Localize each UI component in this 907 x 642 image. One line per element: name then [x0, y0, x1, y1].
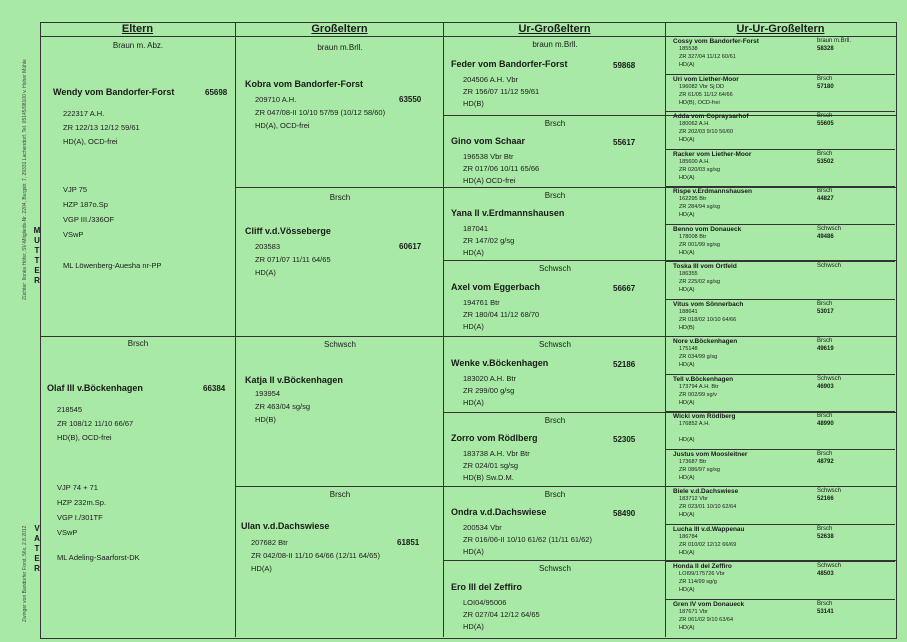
- great-great-grandparent-cell: Justus vom Moosleitner Brsch 48792 173687 Btr ZR 086/97 sg/sg HD(A): [673, 451, 834, 481]
- mother-vswp: VSwP: [63, 230, 84, 239]
- grandparent-cell: braun m.Brll. Kobra vom Bandorfer-Forst 63550 209710 A.H. ZR 047/08-II 10/10 57/59 (10/12 58/60) HD(A), OCD-frei: [245, 43, 422, 130]
- great-grandparent-cell: Brsch Ondra v.d.Dachswiese 58490 200534 Vbr ZR 016/06-II 10/10 61/62 (11/11 61/62) HD(A): [451, 490, 636, 556]
- grandparent-name: Kobra vom Bandorfer-Forst: [245, 79, 364, 89]
- grandparent-name: Katja II v.Böckenhagen: [245, 375, 343, 385]
- great-grandparent-name: Yana II v.Erdmannshausen: [451, 208, 565, 218]
- great-great-grandparent-name: Biele v.d.Dachswiese: [673, 488, 739, 495]
- great-grandparent-name: Gino vom Schaar: [451, 136, 526, 146]
- kennel-text: Zwinger von Bandorfer Forst, 56x, 2.8.2012: [22, 525, 28, 622]
- grandparent-cell: Brsch Ulan v.d.Dachswiese 61851 207682 Btr ZR 042/08-II 11/10 64/66 (12/11 64/65) HD(A): [241, 490, 420, 573]
- header-ur-grosseltern: Ur-Großeltern: [518, 23, 591, 35]
- great-grandparent-cell: Schwsch Axel vom Eggerbach 56667 194761 Btr ZR 180/04 11/12 68/70 HD(A): [451, 264, 636, 331]
- great-great-grandparent-name: Gren IV vom Donaueck: [673, 601, 745, 608]
- grandparent-cell: Brsch Cliff v.d.Vösseberge 60617 203583 ZR 071/07 11/11 64/65 HD(A): [245, 193, 422, 277]
- mother-color: Braun m. Abz.: [112, 41, 164, 50]
- breeder-text: Züchter: Ilonka Höfer, SV-Mitglieds-Nr. 2204, Burgstr. 7, 29331 Lachendorf, Tel. 05145/98100 v. Hoher Mühle: [22, 59, 28, 300]
- great-great-grandparent-cell: Uri vom Liether-Moor Brsch 57180 196082 Vbr Sj DD ZR 61/05 11/12 64/66 HD(B), OCD-frei: [673, 76, 834, 106]
- great-grandparent-cell: braun m.Brll. Feder vom Bandorfer-Forst 59868 204506 A.H. Vbr ZR 156/07 11/12 59/61 HD(B): [451, 40, 636, 108]
- father-hd: HD(B), OCD-frei: [57, 433, 112, 442]
- mother-reg: 222317 A.H.: [63, 109, 105, 118]
- mutter-label: M U T T E R: [33, 226, 41, 285]
- father-hzp: HZP 232m.Sp.: [57, 498, 107, 507]
- father-vjp: VJP 74 + 71: [57, 483, 98, 492]
- great-great-grandparent-name: Tell v.Böckenhagen: [673, 376, 734, 383]
- great-grandparent-name: Wenke v.Böckenhagen: [451, 358, 549, 368]
- great-great-grandparent-name: Vitus vom Sönnerbach: [673, 301, 744, 308]
- great-great-grandparent-cell: Honda II del Zeffiro Schwsch 48503 LOI99/175726 Vbr ZR 114/99 sg/g HD(A): [673, 563, 842, 593]
- father-number: 66384: [203, 384, 226, 393]
- great-grandparent-name: Feder vom Bandorfer-Forst: [451, 59, 568, 69]
- great-grandparent-cell: Brsch Zorro vom Rödlberg 52305 183738 A.H. Vbr Btr ZR 024/01 sg/sg HD(B) Sw.D.M.: [451, 416, 636, 482]
- great-great-grandparent-cell: Nore v.Böckenhagen Brsch 49619 175148 ZR 034/99 g/sg HD(A): [673, 338, 834, 368]
- mother-cell: [41, 37, 235, 335]
- great-great-grandparent-cell: Cossy vom Bandorfer-Forst braun m.Brll. 58328 185538 ZR 327/04 11/12 60/61 HD(A): [673, 38, 852, 68]
- great-great-grandparent-name: Benno vom Donaueck: [673, 226, 742, 233]
- great-great-grandparent-cell: Adda vom Copraysarhof Brsch 55605 180062 A.H. ZR 202/03 9/10 56/60 HD(A): [673, 113, 834, 143]
- father-vswp: VSwP: [57, 528, 78, 537]
- great-grandparent-cell: Schwsch Ero III del Zeffiro LOI04/95006 ZR 027/04 12/12 64/65 HD(A): [451, 564, 571, 631]
- father-cell: [41, 337, 235, 637]
- mother-number: 65698: [205, 88, 228, 97]
- great-grandparent-name: Ero III del Zeffiro: [451, 582, 523, 592]
- great-great-grandparent-name: Rispe v.Erdmannshausen: [673, 188, 752, 195]
- great-great-grandparent-cell: Biele v.d.Dachswiese Schwsch 52166 183712 Vbr ZR 023/01 10/10 62/64 HD(A): [673, 488, 842, 518]
- great-great-grandparent-name: Lucha III v.d.Wappenau: [673, 526, 745, 533]
- vater-label: V A T E R: [34, 524, 40, 573]
- great-grandparent-name: Zorro vom Rödlberg: [451, 433, 538, 443]
- great-great-grandparent-name: Honda II del Zeffiro: [673, 563, 732, 570]
- great-great-grandparent-cell: Gren IV vom Donaueck Brsch 53141 187671 Vbr ZR 061/02 9/10 63/64 HD(A): [673, 601, 834, 631]
- great-great-grandparent-cell: Rispe v.Erdmannshausen Brsch 44827 162295 Btr ZR 284/94 sg/sg HD(A): [673, 188, 834, 218]
- great-great-grandparent-cell: Tell v.Böckenhagen Schwsch 46903 173794 A.H. Btr ZR 002/99 sg/v HD(A): [673, 376, 842, 406]
- great-grandparent-cell: Brsch Gino vom Schaar 55617 196538 Vbr Btr ZR 017/06 10/11 65/66 HD(A) OCD-frei: [451, 119, 636, 185]
- grandparent-name: Ulan v.d.Dachswiese: [241, 521, 330, 531]
- great-grandparent-name: Axel vom Eggerbach: [451, 282, 541, 292]
- great-great-grandparent-cell: Vitus vom Sönnerbach Brsch 53017 188641 ZR 018/02 10/10 64/66 HD(B): [673, 301, 834, 331]
- grandparent-cell: Schwsch Katja II v.Böckenhagen 193954 ZR 463/04 sg/sg HD(B): [245, 340, 356, 424]
- great-grandparent-cell: Brsch Yana II v.Erdmannshausen 187041 ZR 147/02 g/sg HD(A): [451, 191, 566, 257]
- great-grandparent-name: Ondra v.d.Dachswiese: [451, 507, 547, 517]
- great-great-grandparent-cell: Benno vom Donaueck Schwsch 49486 178008 Btr ZR 001/99 sg/sg HD(A): [673, 226, 842, 256]
- great-great-grandparent-name: Uri vom Liether-Moor: [673, 76, 739, 83]
- father-color: Brsch: [127, 339, 149, 348]
- mother-name: Wendy vom Bandorfer-Forst: [53, 87, 175, 97]
- great-great-grandparent-name: Cossy vom Bandorfer-Forst: [673, 38, 759, 45]
- mother-ml: ML Löwenberg-Auesha nr-PP: [63, 261, 162, 270]
- header-urur-grosseltern: Ur-Ur-Großeltern: [736, 23, 825, 35]
- father-reg: 218545: [57, 405, 83, 414]
- header-eltern: Eltern: [121, 23, 154, 35]
- side-strip: [0, 0, 41, 642]
- great-great-grandparent-name: Justus vom Moosleitner: [673, 451, 748, 458]
- grandparent-name: Cliff v.d.Vösseberge: [245, 226, 331, 236]
- father-zr: ZR 108/12 11/10 66/67: [57, 419, 134, 428]
- great-great-grandparent-cell: Wicki vom Rödlberg Brsch 48990 176852 A.H. HD(A): [673, 413, 834, 443]
- father-name: Olaf III v.Böckenhagen: [47, 383, 143, 393]
- header-grosseltern: Großeltern: [311, 23, 368, 35]
- great-grandparent-cell: Schwsch Wenke v.Böckenhagen 52186 183020 A.H. Btr ZR 299/00 g/sg HD(A): [451, 340, 636, 407]
- mother-vgp: VGP III./336OF: [63, 215, 115, 224]
- mother-hd: HD(A), OCD-frei: [63, 137, 118, 146]
- mother-hzp: HZP 187o.Sp: [63, 200, 108, 209]
- father-ml: ML Adeling-Saarforst-DK: [57, 553, 140, 562]
- great-great-grandparent-name: Adda vom Copraysarhof: [673, 113, 749, 120]
- great-great-grandparent-cell: Lucha III v.d.Wappenau Brsch 52638 186784 ZR 010/02 12/12 66/69 HD(A): [673, 526, 834, 556]
- great-great-grandparent-cell: Racker vom Liether-Moor Brsch 53502 185600 A.H. ZR 020/03 sg/sg HD(A): [673, 151, 834, 181]
- mother-vjp: VJP 75: [63, 185, 88, 194]
- great-great-grandparent-name: Toska III vom Ortfeld: [673, 263, 737, 270]
- mother-zr: ZR 122/13 12/12 59/61: [63, 123, 140, 132]
- great-great-grandparent-name: Nore v.Böckenhagen: [673, 338, 738, 345]
- great-great-grandparent-cell: Toska III vom Ortfeld Schwsch 186355 ZR 225/02 sg/sg HD(A): [673, 263, 842, 293]
- great-great-grandparent-name: Wicki vom Rödlberg: [673, 413, 736, 420]
- father-vgp: VGP I./301TF: [57, 513, 103, 522]
- great-great-grandparent-name: Racker vom Liether-Moor: [673, 151, 752, 158]
